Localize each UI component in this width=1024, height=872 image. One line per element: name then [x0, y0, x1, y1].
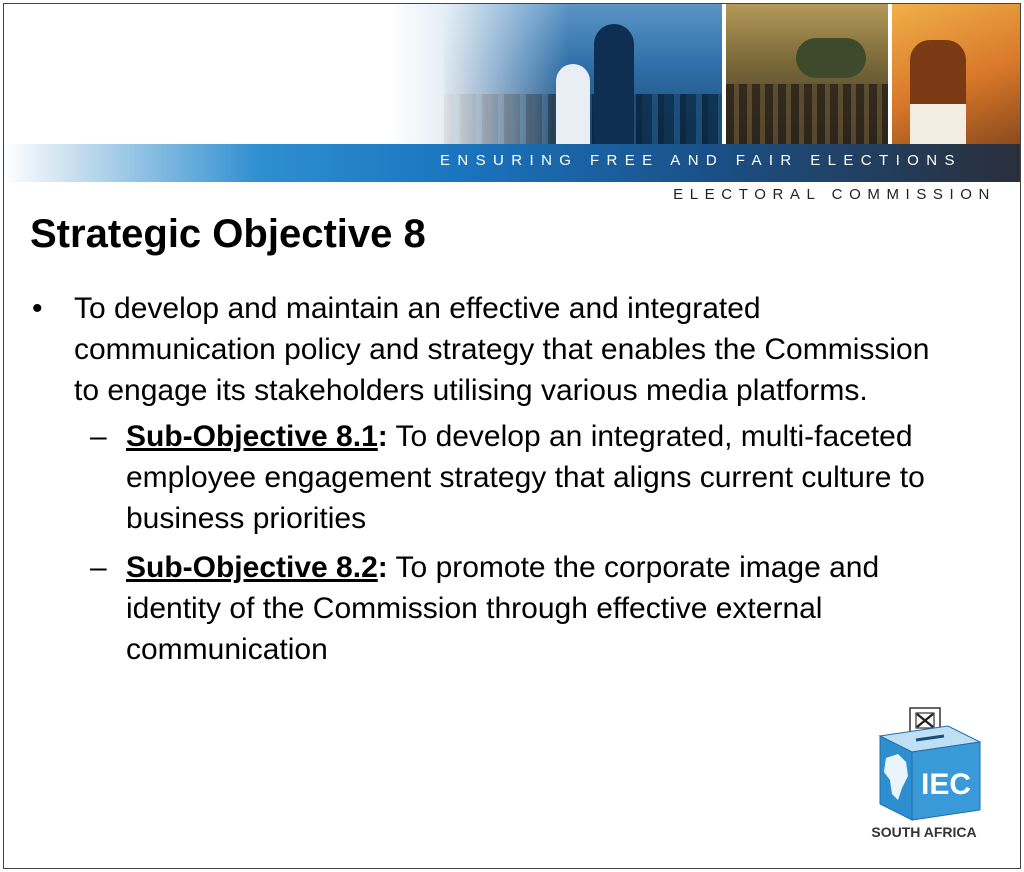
dash-marker: –	[90, 551, 107, 584]
logo-letters: IEC	[920, 768, 972, 801]
bullet-list	[30, 288, 960, 678]
bullet-marker: •	[32, 292, 43, 325]
bullet-item	[30, 288, 960, 411]
banner-photo-crowd	[444, 4, 722, 144]
sub-objective-text: To promote the corporate image and identity of the Commission through effective external communication	[126, 551, 880, 666]
sub-objective-colon: :	[377, 420, 388, 453]
main-point-text: To develop and maintain an effective and integrated communication policy and strategy that enables the Commission to engage its stakeholders utilising various media platforms.	[74, 292, 930, 407]
banner-photo-queue	[726, 4, 888, 144]
dash-marker: –	[90, 420, 107, 453]
organization-name: ELECTORAL COMMISSION	[673, 186, 996, 203]
sub-objective-list	[30, 416, 960, 670]
sub-objective-label: Sub-Objective 8.1	[126, 420, 378, 453]
sub-objective-text: To develop an integrated, multi-faceted employee engagement strategy that aligns current culture to business priorities	[126, 420, 925, 535]
sub-objective-colon: :	[377, 551, 388, 584]
slide-title: Strategic Objective 8	[30, 212, 426, 256]
header-banner	[4, 4, 1020, 182]
sub-objective-item	[30, 416, 960, 539]
slide	[3, 3, 1021, 869]
tagline: ENSURING FREE AND FAIR ELECTIONS	[440, 152, 962, 169]
logo-caption: SOUTH AFRICA	[871, 824, 977, 840]
sub-objective-label: Sub-Objective 8.2	[126, 551, 378, 584]
sub-objective-item	[30, 547, 960, 670]
banner-photo-official	[892, 4, 1020, 144]
